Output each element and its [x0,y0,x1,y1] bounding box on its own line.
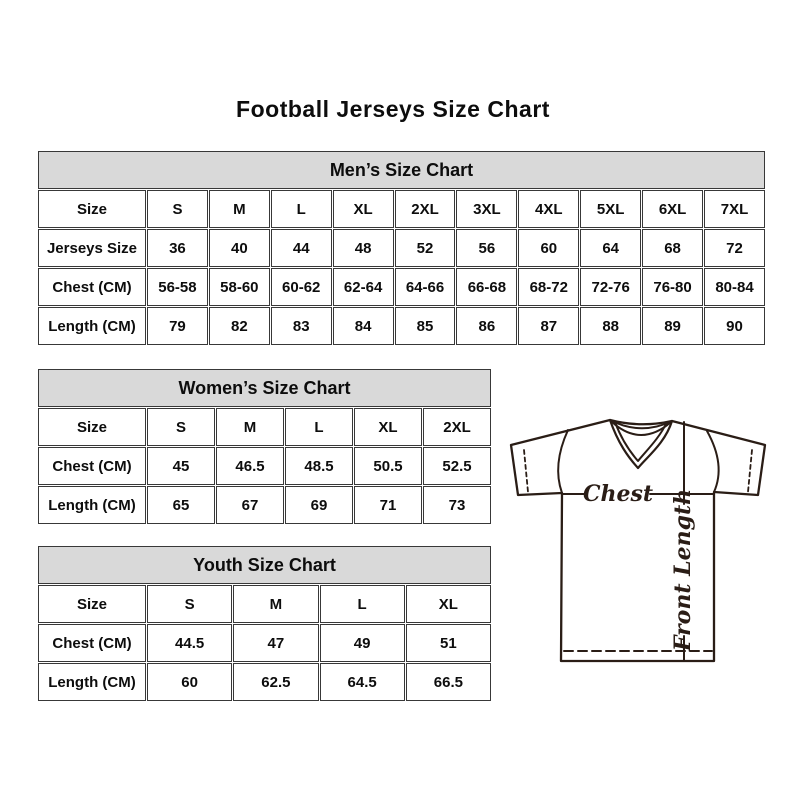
table-cell: 44.5 [147,624,232,662]
row-label: Chest (CM) [38,624,146,662]
jersey-diagram-icon [500,403,772,671]
table-cell: 67 [216,486,284,524]
row-label: Length (CM) [38,663,146,701]
table-cell: 60-62 [271,268,332,306]
jersey-measurement-diagram [500,403,772,671]
table-row [38,663,491,701]
table-cell: 56-58 [147,268,208,306]
table-cell: M [233,585,318,623]
mens-size-table [37,150,766,346]
table-cell: 48 [333,229,394,267]
table-cell: 64-66 [395,268,456,306]
table-header-row [38,151,765,189]
table-cell: 84 [333,307,394,345]
table-cell: L [271,190,332,228]
womens-size-table [37,368,492,525]
table-cell: 2XL [395,190,456,228]
row-label: Size [38,585,146,623]
table-cell: 36 [147,229,208,267]
table-header-row [38,546,491,584]
table-cell: S [147,190,208,228]
row-label: Size [38,408,146,446]
table-cell: 50.5 [354,447,422,485]
table-cell: 66.5 [406,663,491,701]
table-cell: 69 [285,486,353,524]
jersey-outline [511,420,765,661]
table-row [38,190,765,228]
table-cell: 45 [147,447,215,485]
table-cell: 3XL [456,190,517,228]
mens-table-title: Men’s Size Chart [38,151,765,189]
table-cell: 60 [147,663,232,701]
table-cell: 72-76 [580,268,641,306]
table-cell: 80-84 [704,268,765,306]
table-cell: 5XL [580,190,641,228]
table-cell: XL [406,585,491,623]
womens-table-title: Women’s Size Chart [38,369,491,407]
table-cell: 48.5 [285,447,353,485]
table-cell: S [147,408,215,446]
table-cell: 64 [580,229,641,267]
table-cell: S [147,585,232,623]
youth-table-title: Youth Size Chart [38,546,491,584]
table-row [38,624,491,662]
table-cell: 62.5 [233,663,318,701]
table-cell: 62-64 [333,268,394,306]
table-row [38,447,491,485]
table-cell: XL [354,408,422,446]
table-cell: 46.5 [216,447,284,485]
table-cell: 68-72 [518,268,579,306]
table-cell: 40 [209,229,270,267]
table-cell: 79 [147,307,208,345]
table-cell: XL [333,190,394,228]
table-cell: 89 [642,307,703,345]
table-row [38,229,765,267]
table-cell: 58-60 [209,268,270,306]
table-cell: 85 [395,307,456,345]
row-label: Size [38,190,146,228]
table-cell: 2XL [423,408,491,446]
table-cell: 4XL [518,190,579,228]
table-row [38,307,765,345]
table-cell: 52 [395,229,456,267]
table-cell: M [216,408,284,446]
table-cell: 60 [518,229,579,267]
table-cell: 49 [320,624,405,662]
row-label: Length (CM) [38,486,146,524]
table-cell: 82 [209,307,270,345]
page-title: Football Jerseys Size Chart [236,96,550,122]
table-cell: 65 [147,486,215,524]
table-header-row [38,369,491,407]
table-cell: 66-68 [456,268,517,306]
table-cell: 88 [580,307,641,345]
table-cell: 6XL [642,190,703,228]
table-cell: 51 [406,624,491,662]
table-cell: 44 [271,229,332,267]
row-label: Chest (CM) [38,268,146,306]
front-length-label: Front Length [670,488,696,652]
table-cell: L [320,585,405,623]
table-cell: 7XL [704,190,765,228]
row-label: Length (CM) [38,307,146,345]
table-cell: 52.5 [423,447,491,485]
table-row [38,486,491,524]
table-cell: 90 [704,307,765,345]
table-cell: 64.5 [320,663,405,701]
youth-size-table [37,545,492,702]
chest-label: Chest [582,481,654,507]
row-label: Chest (CM) [38,447,146,485]
table-cell: 76-80 [642,268,703,306]
table-cell: 73 [423,486,491,524]
table-cell: 71 [354,486,422,524]
table-row [38,585,491,623]
table-cell: 87 [518,307,579,345]
table-cell: 47 [233,624,318,662]
table-cell: 83 [271,307,332,345]
row-label: Jerseys Size [38,229,146,267]
table-cell: L [285,408,353,446]
table-cell: M [209,190,270,228]
table-cell: 72 [704,229,765,267]
table-row [38,268,765,306]
table-cell: 56 [456,229,517,267]
table-cell: 68 [642,229,703,267]
table-cell: 86 [456,307,517,345]
table-row [38,408,491,446]
